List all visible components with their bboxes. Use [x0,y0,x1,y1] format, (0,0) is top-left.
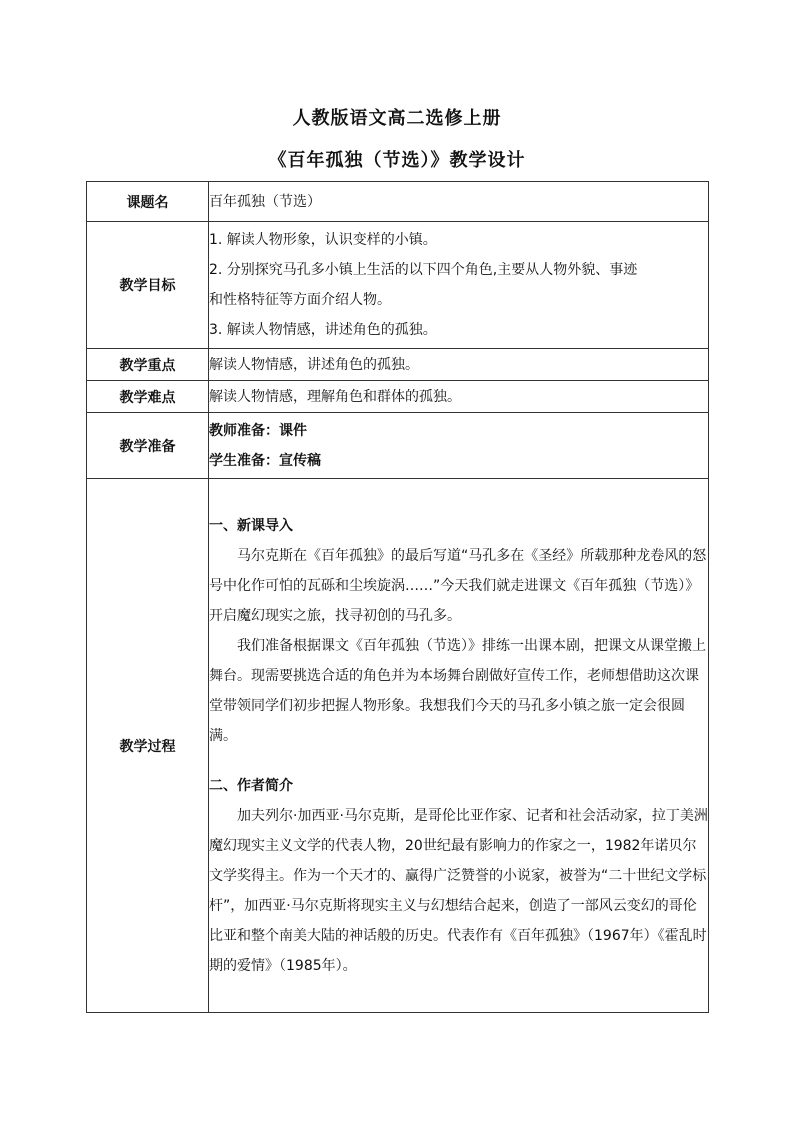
topic-label: 课题名 [87,182,209,222]
key-points-value: 解读人物情感，讲述角色的孤独。 [209,349,709,381]
topic-value: 百年孤独（节选） [209,182,709,222]
goal-item: 3. 解读人物情感，讲述角色的孤独。 [209,322,437,338]
table-row [87,479,709,1013]
goal-item: 和性格特征等方面介绍人物。 [209,292,391,308]
section-heading: 一、新课导入 [209,517,293,534]
table-row [87,413,709,479]
key-points-label: 教学重点 [87,349,209,381]
table-row [87,349,709,381]
process-label: 教学过程 [87,479,209,1013]
preparation-label: 教学准备 [87,413,209,479]
preparation-content [209,413,709,479]
spacer [209,751,708,771]
process-content [209,479,709,1013]
document-title: 人教版语文高二选修上册 [292,108,502,129]
goal-item: 1. 解读人物形象，认识变样的小镇。 [209,232,437,248]
goals-label: 教学目标 [87,222,209,349]
goals-content [209,222,709,349]
paragraph: 马尔克斯在《百年孤独》的最后写道“马孔多在《圣经》所载那种龙卷风的怒号中化作可怕的瓦砾和尘埃旋涡……”今天我们就走进课文《百年孤独（节选）》开启魔幻现实之旅，找寻初创的马孔多。 [209,547,707,624]
difficulties-label: 教学难点 [87,381,209,413]
document-subtitle: 《百年孤独（节选）》教学设计 [268,150,526,171]
table-row [87,222,709,349]
difficulties-value: 解读人物情感，理解角色和群体的孤独。 [209,381,709,413]
paragraph: 加夫列尔·加西亚·马尔克斯，是哥伦比亚作家、记者和社会活动家，拉丁美洲魔幻现实主义文学的代表人物，20世纪最有影响力的作家之一，1982年诺贝尔文学奖得主。作为一个天才的、赢得广泛赞誉的小说家，被誉为“二十世纪文学标杆”，加西亚·马尔克斯将现实主义与幻想结合起来，创造了一部风云变幻的哥伦比亚和整个南美大陆的神话般的历史。代表作有《百年孤独》（1967年）《霍乱时期的爱情》（1985年）。 [209,807,708,974]
table-row [87,381,709,413]
goal-item: 2. 分别探究马孔多小镇上生活的以下四个角色,主要从人物外貌、事迹 [209,262,638,278]
lesson-plan-table [86,181,709,1013]
table-row [87,182,709,222]
paragraph: 我们准备根据课文《百年孤独（节选）》排练一出课本剧，把课文从课堂搬上舞台。现需要挑选合适的角色并为本场舞台剧做好宣传工作，老师想借助这次课堂带领同学们初步把握人物形象。我想我们今天的马孔多小镇之旅一定会很圆满。 [209,637,706,744]
section-heading: 二、作者简介 [209,777,293,794]
student-preparation: 学生准备：宣传稿 [209,452,321,469]
teacher-preparation: 教师准备：课件 [209,422,307,439]
